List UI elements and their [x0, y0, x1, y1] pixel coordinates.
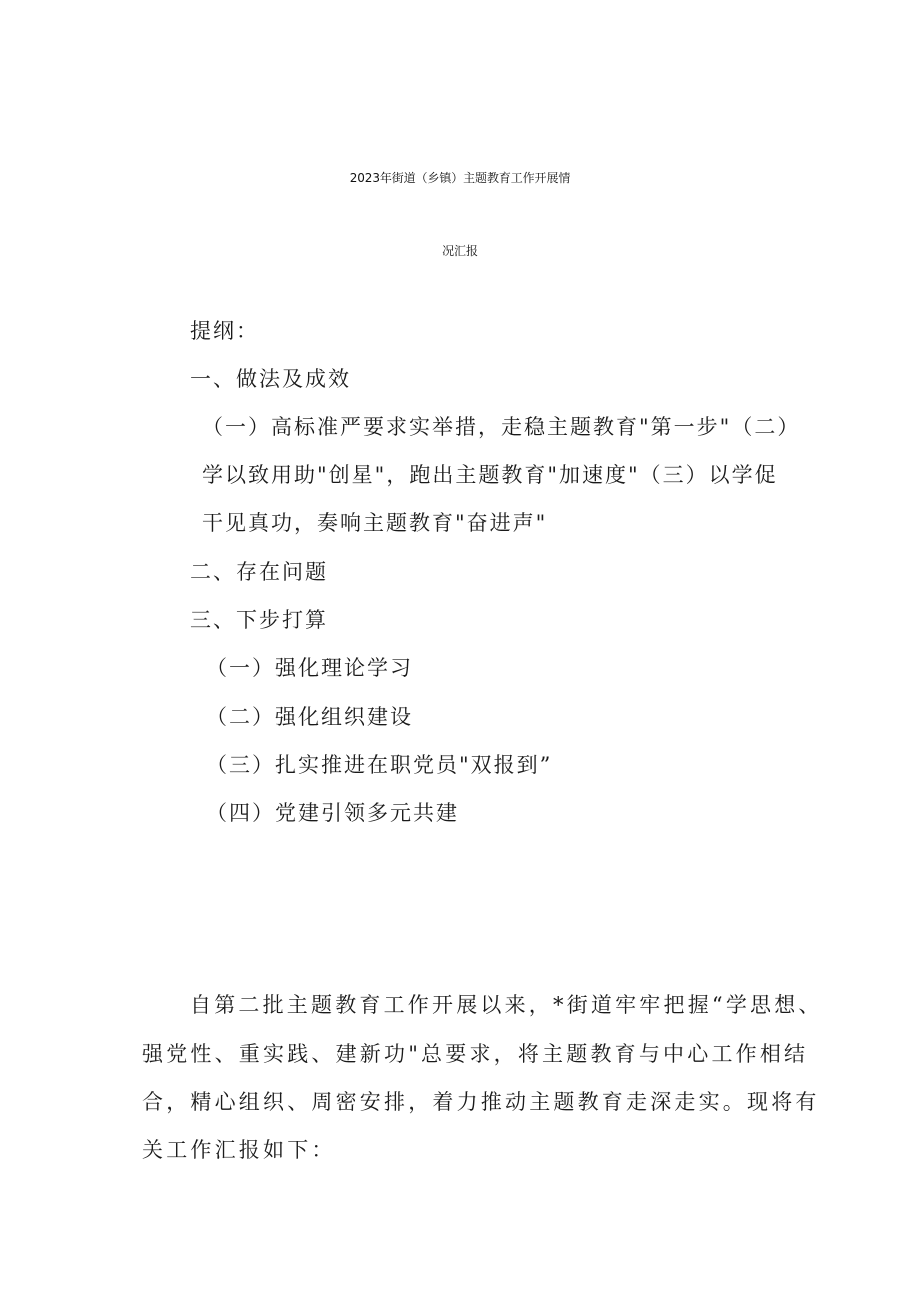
outline-section-1-items-line-1: （一）高标准严要求实举措，走稳主题教育"第一步"（二）: [202, 415, 801, 439]
intro-paragraph-line: 强党性、重实践、建新功"总要求，将主题教育与中心工作相结: [142, 1042, 809, 1066]
document-title-line-1: 2023年街道（乡镇）主题教育工作开展情: [349, 171, 571, 185]
intro-paragraph-line: 关工作汇报如下：: [142, 1138, 336, 1162]
outline-section-3-item: （一）强化理论学习: [206, 656, 413, 680]
document-title-line-2: 况汇报: [442, 244, 478, 258]
outline-section-1: 一、做法及成效: [190, 367, 351, 391]
intro-paragraph-line: 合，精心组织、周密安排，着力推动主题教育走深走实。现将有: [142, 1090, 820, 1114]
outline-section-3: 三、下步打算: [190, 608, 328, 632]
outline-section-3-item: （三）扎实推进在职党员"双报到”: [206, 753, 553, 777]
outline-section-2: 二、存在问题: [190, 560, 328, 584]
outline-label: 提纲：: [190, 319, 259, 343]
outline-section-3-item: （四）党建引领多元共建: [206, 801, 459, 825]
outline-section-1-items-line-2: 学以致用助"创星"，跑出主题教育"加速度"（三）以学促: [202, 463, 778, 487]
outline-section-3-item: （二）强化组织建设: [206, 705, 413, 729]
intro-paragraph-line: 自第二批主题教育工作开展以来，*街道牢牢把握“学思想、: [190, 993, 823, 1017]
outline-section-1-items-line-3: 干见真功，奏响主题教育"奋进声": [202, 511, 548, 535]
